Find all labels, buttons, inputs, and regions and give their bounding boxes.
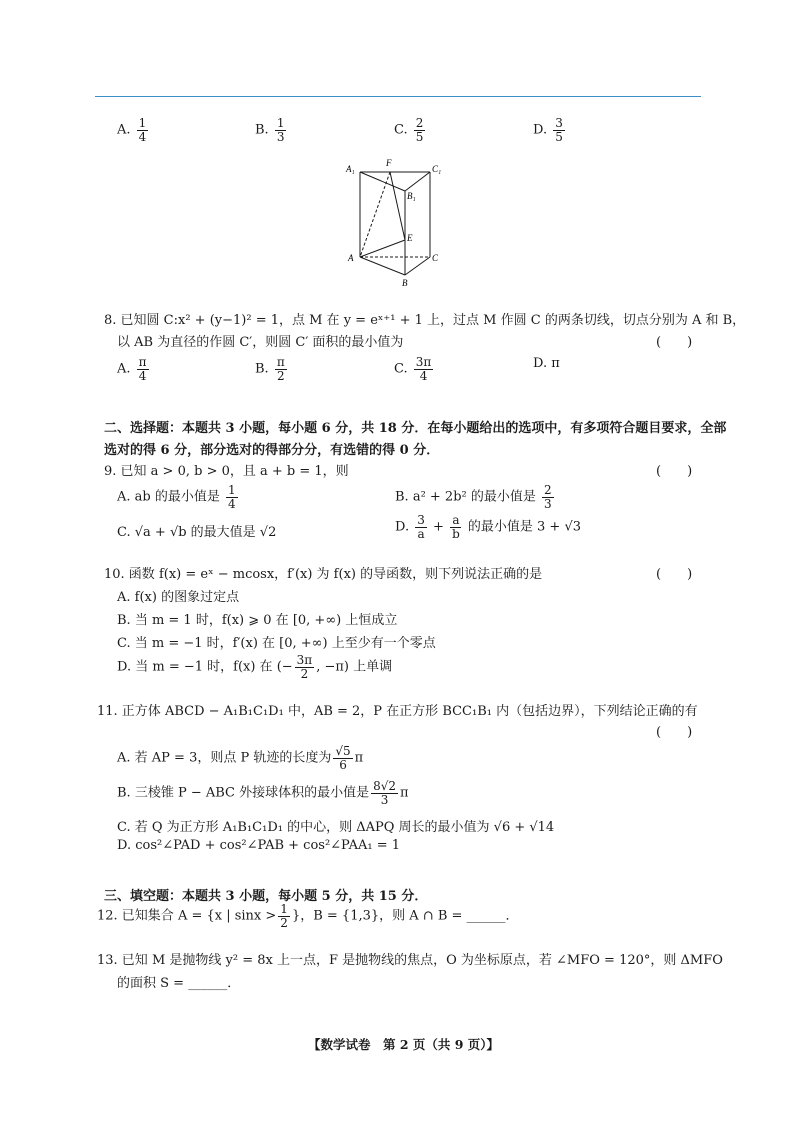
- q10-option-c: C. 当 m = −1 时，f′(x) 在 [0, +∞) 上至少有一个零点: [117, 636, 436, 651]
- q9-option-c: C. √a + √b 的最大值是 √2: [117, 525, 277, 540]
- label-C: C: [432, 253, 439, 263]
- q11-answer-paren: ( ): [656, 725, 693, 740]
- label-B: B: [402, 278, 408, 288]
- q7-option-b: B. $\frac{1}{3}$: [255, 116, 285, 144]
- q11-option-d: D. cos²∠PAD + cos²∠PAB + cos²∠PAA₁ = 1: [117, 838, 401, 853]
- label-F: F: [386, 158, 392, 168]
- q11-option-a: A. 若 AP = 3，则点 P 轨迹的长度为 $\frac{√5}{6}$ π: [117, 744, 364, 772]
- q11-option-b: B. 三棱锥 P − ABC 外接球体积的最小值是 $\frac{8√2}{3}$ π: [117, 779, 409, 807]
- label-E: E: [407, 233, 413, 243]
- q9-stem: 9. 已知 a > 0, b > 0，且 a + b = 1，则: [104, 464, 349, 479]
- q7-option-a: A. $\frac{1}{4}$: [117, 116, 147, 144]
- q9-option-d: D. $\frac{3}{a}$ + $\frac{a}{b}$ 的最小值是 3 + √3: [395, 513, 582, 541]
- section2-header-line1: 二、选择题：本题共 3 小题，每小题 6 分，共 18 分．在每小题给出的选项中，有多项符合题目要求，全部: [104, 421, 727, 436]
- prism-figure: [340, 155, 450, 290]
- q8-option-a: A. $\frac{\pi}{4}$: [117, 355, 147, 383]
- q10-option-a: A. f(x) 的图象过定点: [117, 590, 240, 605]
- q12-stem: 12. 已知集合 A = {x | sinx > $\frac{1}{2}$ }，B = {1,3}，则 A ∩ B = ______．: [97, 902, 519, 930]
- q10-stem: 10. 函数 f(x) = eˣ − mcosx，f′(x) 为 f(x) 的导函数，则下列说法正确的是: [104, 567, 543, 582]
- q7-option-c: C. $\frac{2}{5}$: [394, 116, 424, 144]
- q10-option-b: B. 当 m = 1 时，f(x) ⩾ 0 在 [0, +∞) 上恒成立: [117, 613, 398, 628]
- page-footer: 【数学试卷 第 2 页（共 9 页）】: [308, 1037, 500, 1052]
- label-A1: A₁: [346, 164, 355, 174]
- q7-option-d: D. $\frac{3}{5}$: [533, 116, 563, 144]
- q9-b-fraction: $\frac{2}{3}$: [544, 483, 552, 511]
- q13-stem-line2: 的面积 S = ______．: [117, 976, 241, 991]
- section2-header-line2: 选对的得 6 分，部分选对的得部分分，有选错的得 0 分．: [104, 443, 440, 458]
- q9-a-fraction: $\frac{1}{4}$: [228, 483, 236, 511]
- q10-answer-paren: ( ): [656, 567, 693, 582]
- q8-option-b: B. $\frac{\pi}{2}$: [255, 355, 285, 383]
- header-rule: [95, 96, 701, 97]
- label-C1: C₁: [432, 164, 442, 174]
- q8-stem-line2: 以 AB 为直径的作圆 C′，则圆 C′ 面积的最小值为: [117, 335, 404, 350]
- q8-answer-paren: ( ): [656, 335, 693, 350]
- q9-a-text: A. ab 的最小值是: [117, 489, 220, 505]
- q9-option-a: [117, 484, 240, 510]
- q9-answer-paren: ( ): [656, 464, 693, 479]
- q8-option-d: D. π: [533, 356, 560, 371]
- q13-stem-line1: 13. 已知 M 是抛物线 y² = 8x 上一点，F 是抛物线的焦点，O 为坐标原点，若 ∠MFO = 120°，则 ΔMFO: [97, 953, 723, 968]
- q8-stem-line1: 8. 已知圆 C:x² + (y−1)² = 1，点 M 在 y = eˣ⁺¹ + 1 上，过点 M 作圆 C 的两条切线，切点分别为 A 和 B，: [104, 313, 746, 328]
- q9-b-text: B. a² + 2b² 的最小值是: [395, 489, 536, 505]
- q9-option-b: [395, 484, 556, 510]
- label-B1: B₁: [407, 191, 416, 201]
- label-A: A: [348, 253, 354, 263]
- q8-option-c: C. $\frac{3\pi}{4}$: [394, 355, 432, 383]
- q11-stem: 11. 正方体 ABCD − A₁B₁C₁D₁ 中，AB = 2，P 在正方形 BCC₁B₁ 内（包括边界），下列结论正确的有: [97, 704, 698, 719]
- q10-option-d: D. 当 m = −1 时，f(x) 在 (− $\frac{3\pi}{2}$ , −π) 上单调: [117, 653, 393, 681]
- q11-option-c: C. 若 Q 为正方形 A₁B₁C₁D₁ 的中心，则 ΔAPQ 周长的最小值为 √6 + √14: [117, 820, 555, 835]
- section3-header: 三、填空题：本题共 3 小题，每小题 5 分，共 15 分．: [104, 889, 428, 904]
